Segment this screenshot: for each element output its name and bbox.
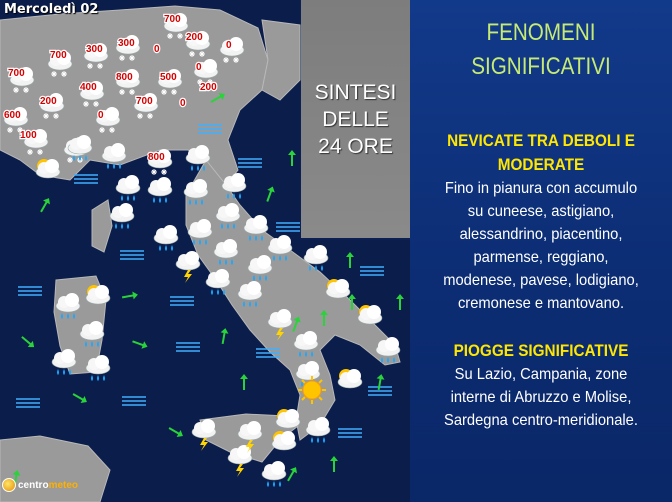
quota-label: 0 (226, 40, 232, 51)
snow-line: alessandrino, piacentino, (459, 226, 623, 243)
panel-title-line: FENOMENI (486, 19, 596, 46)
rain-line: Su Lazio, Campania, zone (454, 366, 628, 383)
snow-line: su cuneese, astigiano, (467, 203, 615, 220)
snow-line: cremonese e mantovano. (457, 295, 625, 312)
centrometeo-logo (2, 478, 78, 492)
quota-label: 200 (186, 32, 203, 43)
quota-label: 800 (148, 152, 165, 163)
quota-label: 0 (98, 110, 104, 121)
quota-label: 0 (180, 98, 186, 109)
sintesi-line: SINTESI (314, 80, 397, 104)
snow-description (420, 177, 661, 315)
logo-sun-icon (2, 478, 16, 492)
snow-heading-line: MODERATE (497, 155, 585, 174)
quota-label: 200 (40, 96, 57, 107)
panel-title (428, 16, 653, 84)
quota-label: 800 (116, 72, 133, 83)
panel-title-line: SIGNIFICATIVI (471, 53, 611, 80)
quota-label: 0 (196, 62, 202, 73)
logo-suffix: meteo (48, 479, 79, 491)
snow-heading-line: NEVICATE TRA DEBOLI E (447, 131, 635, 150)
rain-description (420, 363, 661, 432)
sintesi-box (301, 0, 410, 238)
sintesi-line: DELLE (322, 107, 389, 131)
phenomena-panel (410, 0, 672, 502)
quota-label: 700 (50, 50, 67, 61)
quota-label: 100 (20, 130, 37, 141)
logo-prefix: centro (18, 479, 49, 491)
sintesi-line: 24 ORE (318, 134, 393, 158)
snow-line: parmense, reggiano, (473, 249, 609, 266)
quota-label: 0 (154, 44, 160, 55)
quota-label: 400 (80, 82, 97, 93)
day-label: Mercoledì 02 (4, 2, 99, 17)
rain-line: interne di Abruzzo e Molise, (450, 389, 632, 406)
rain-line: Sardegna centro-meridionale. (444, 412, 638, 429)
quota-label: 500 (160, 72, 177, 83)
snow-heading (423, 129, 659, 177)
quota-label: 300 (86, 44, 103, 55)
quota-label: 700 (8, 68, 25, 79)
quota-label: 300 (118, 38, 135, 49)
quota-label: 700 (136, 96, 153, 107)
snow-line: modenese, pavese, lodigiano, (443, 272, 639, 289)
quota-label: 700 (164, 14, 181, 25)
snow-line: Fino in pianura con accumulo (444, 180, 638, 197)
rain-heading: PIOGGE SIGNIFICATIVE (453, 341, 629, 360)
quota-label: 600 (4, 110, 21, 121)
quota-label: 200 (200, 82, 217, 93)
